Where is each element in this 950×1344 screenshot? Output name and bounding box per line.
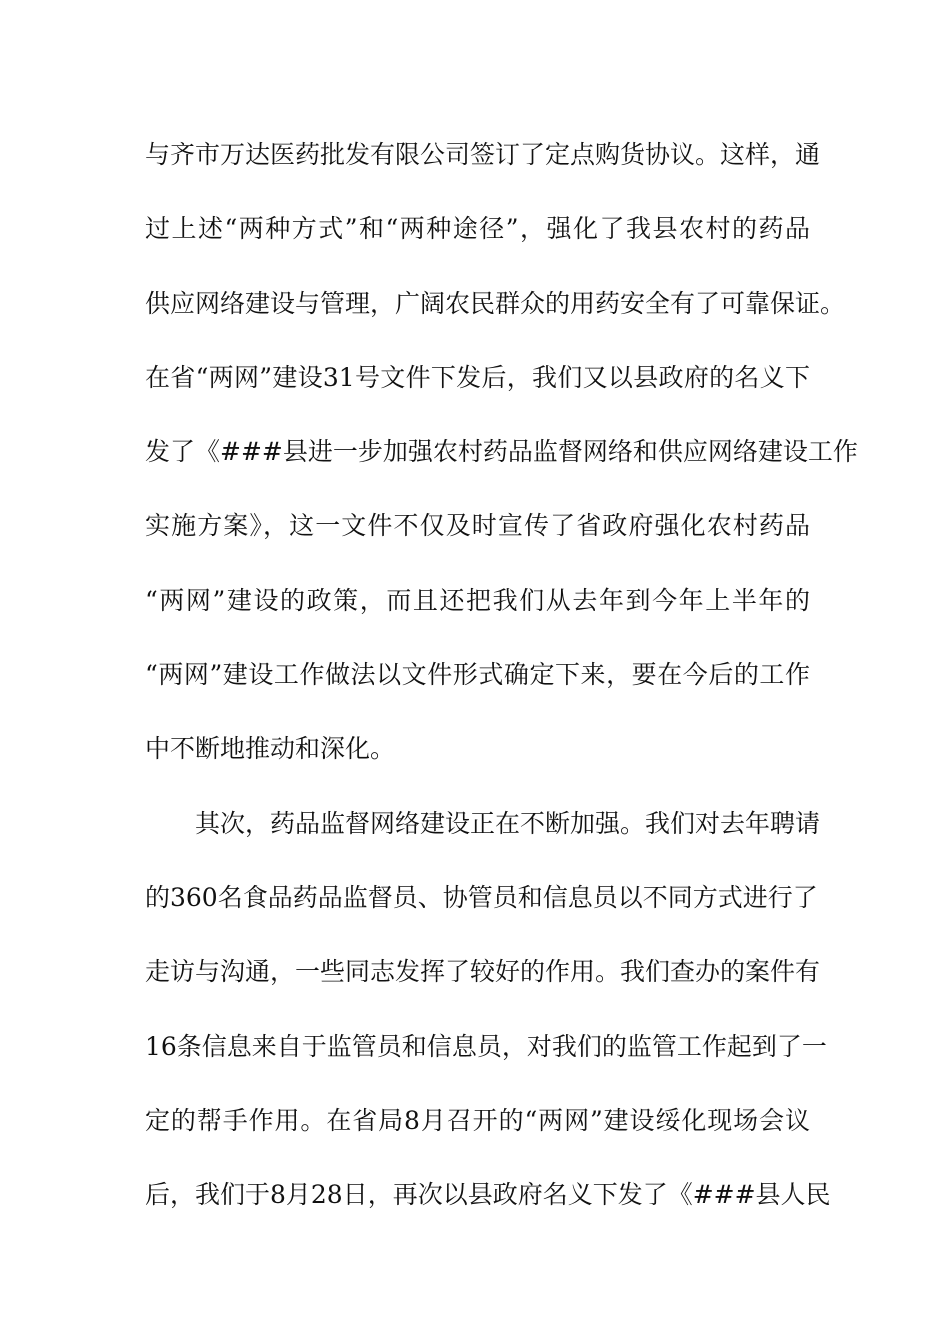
text-line: 定的帮手作用。在省局8月召开的“两网”建设绥化现场会议 [145, 1105, 810, 1135]
text-line: 走访与沟通，一些同志发挥了较好的作用。我们查办的案件有 [145, 957, 821, 987]
body-text [145, 130, 858, 1244]
text-line: “两网”建设工作做法以文件形式确定下来，要在今后的工作 [145, 660, 810, 690]
text-line: 其次，药品监督网络建设正在不断加强。我们对去年聘请 [195, 808, 821, 838]
text-line: 与齐市万达医药批发有限公司签订了定点购货协议。这样，通 [145, 140, 821, 169]
text-line: 供应网络建设与管理，广阔农民群众的用药安全有了可靠保证。 [145, 288, 846, 318]
text-line: 后，我们于8月28日，再次以县政府名义下发了《###县人民 [145, 1180, 831, 1210]
text-line: 中不断地推动和深化。 [145, 734, 396, 764]
text-line: 过上述“两种方式”和“两种途径”，强化了我县农村的药品 [145, 214, 810, 244]
text-line: 16条信息来自于监管员和信息员，对我们的监管工作起到了一 [145, 1031, 827, 1061]
text-line: 发了《###县进一步加强农村药品监督网络和供应网络建设工作 [145, 437, 858, 467]
text-line: 在省“两网”建设31号文件下发后，我们又以县政府的名义下 [145, 362, 810, 392]
text-line: 实施方案》，这一文件不仅及时宣传了省政府强化农村药品 [145, 511, 810, 541]
text-line: 的360名食品药品监督员、协管员和信息员以不同方式进行了 [145, 882, 818, 912]
text-line: “两网”建设的政策，而且还把我们从去年到今年上半年的 [145, 585, 810, 615]
